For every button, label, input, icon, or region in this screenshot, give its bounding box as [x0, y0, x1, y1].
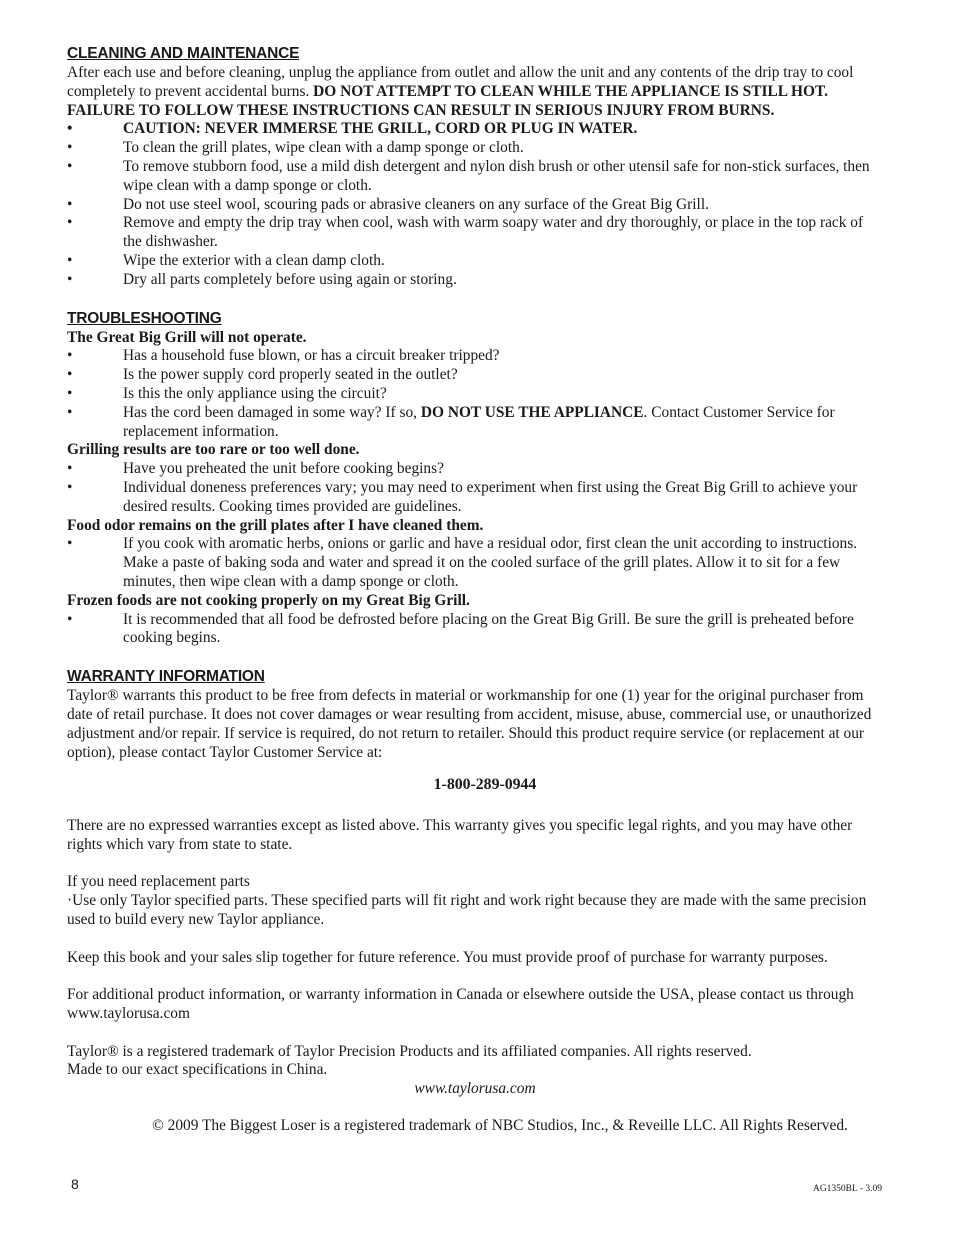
cleaning-intro-warning: DO NOT ATTEMPT TO CLEAN WHILE THE APPLIANCE IS STILL HOT. FAILURE TO FOLLOW THESE INSTRUCTIONS CAN RESULT IN SERIOUS INJURY FROM BURNS.	[67, 82, 828, 119]
question-4: Frozen foods are not cooking properly on my Great Big Grill.	[67, 591, 470, 609]
customer-service-phone: 1-800-289-0944	[433, 776, 537, 794]
list-item: • Is this the only appliance using the circuit?	[67, 385, 883, 404]
question-1-list	[67, 347, 883, 441]
list-item: • Dry all parts completely before using again or storing.	[67, 271, 883, 290]
troubleshooting-heading: TROUBLESHOOTING	[67, 309, 222, 327]
list-item: • Do not use steel wool, scouring pads or abrasive cleaners on any surface of the Great Big Grill.	[67, 196, 883, 215]
list-item: • Have you preheated the unit before cooking begins?	[67, 460, 883, 479]
question-3-list	[67, 535, 883, 591]
list-item: • Is the power supply cord properly seated in the outlet?	[67, 366, 883, 385]
manual-page	[67, 44, 883, 1136]
list-item-text: . Contact Customer Service for replacement information.	[123, 403, 835, 440]
page-number: 8	[71, 1176, 79, 1192]
list-item: • To remove stubborn food, use a mild dish detergent and nylon dish brush or other utensil safe for non-stick surfaces, then wipe clean with a damp sponge or cloth.	[67, 158, 883, 196]
question-2-list	[67, 460, 883, 516]
made-in-line: Made to our exact specifications in China.	[67, 1061, 328, 1079]
cleaning-list	[67, 120, 883, 289]
question-1: The Great Big Grill will not operate.	[67, 328, 307, 346]
cleaning-intro	[67, 64, 883, 120]
list-item: • Remove and empty the drip tray when cool, wash with warm soapy water and dry thoroughly, or place in the top rack of the dishwasher.	[67, 214, 883, 252]
website-link[interactable]: www.taylorusa.com	[414, 1080, 536, 1098]
warranty-heading: WARRANTY INFORMATION	[67, 668, 265, 686]
proof-of-purchase-paragraph: Keep this book and your sales slip together for future reference. You must provide proof of purchase for warranty purposes.	[67, 948, 828, 966]
list-item: • It is recommended that all food be defrosted before placing on the Great Big Grill. Be sure the grill is preheated before cooking begins.	[67, 611, 883, 649]
contact-paragraph: For additional product information, or warranty information in Canada or elsewhere outside the USA, please contact us through www.taylorusa.com	[67, 986, 854, 1023]
replacement-parts-title: If you need replacement parts	[67, 873, 250, 891]
cleaning-heading: CLEANING AND MAINTENANCE	[67, 45, 300, 62]
list-item-text: Has the cord been damaged in some way? If so,	[123, 403, 421, 421]
document-code: AG1350BL - 3.09	[812, 1184, 882, 1194]
list-item: • CAUTION: NEVER IMMERSE THE GRILL, CORD OR PLUG IN WATER.	[67, 120, 883, 139]
replacement-parts-paragraph: ·Use only Taylor specified parts. These specified parts will fit right and work right because they are made with the same precision used to build every new Taylor appliance.	[67, 892, 867, 929]
list-item: • Wipe the exterior with a clean damp cloth.	[67, 252, 883, 271]
warranty-rights-paragraph: There are no expressed warranties except as listed above. This warranty gives you specific legal rights, and you may have other rights which vary from state to state.	[67, 817, 853, 853]
list-item: • Individual doneness preferences vary; you may need to experiment when first using the Great Big Grill to achieve your desired results. Cooking times provided are guidelines.	[67, 479, 883, 517]
list-item-warning: DO NOT USE THE APPLIANCE	[420, 403, 644, 421]
trademark-line: Taylor® is a registered trademark of Taylor Precision Products and its affiliated companies. All rights reserved.	[67, 1042, 752, 1060]
list-item: • To clean the grill plates, wipe clean with a damp sponge or cloth.	[67, 139, 883, 158]
warranty-paragraph: Taylor® warrants this product to be free from defects in material or workmanship for one (1) year for the original purchaser from date of retail purchase. It does not cover damages or wear resulting from accident, misuse, abuse, commercial use, or unauthorized adjustment and/or repair. If service is required, do not return to retailer. Should this product require service (or replacement at our option), please contact Taylor Customer Service at:	[67, 687, 872, 761]
copyright-line: © 2009 The Biggest Loser is a registered trademark of NBC Studios, Inc., & Reveille LLC. All Rights Reserved.	[152, 1117, 848, 1135]
question-2: Grilling results are too rare or too well done.	[67, 441, 360, 459]
question-4-list	[67, 611, 883, 649]
cleaning-intro-text: After each use and before cleaning, unplug the appliance from outlet and allow the unit and any contents of the drip tray to cool completely to prevent accidental burns.	[67, 64, 854, 100]
list-item: • If you cook with aromatic herbs, onions or garlic and have a residual odor, first clean the unit according to instructions. Make a paste of baking soda and water and spread it on the cooled surface of the grill plates. Allow it to sit for a few minutes, then wipe clean with a damp sponge or cloth.	[67, 535, 883, 591]
list-item: • Has a household fuse blown, or has a circuit breaker tripped?	[67, 347, 883, 366]
question-3: Food odor remains on the grill plates after I have cleaned them.	[67, 516, 484, 534]
list-item	[67, 404, 883, 442]
